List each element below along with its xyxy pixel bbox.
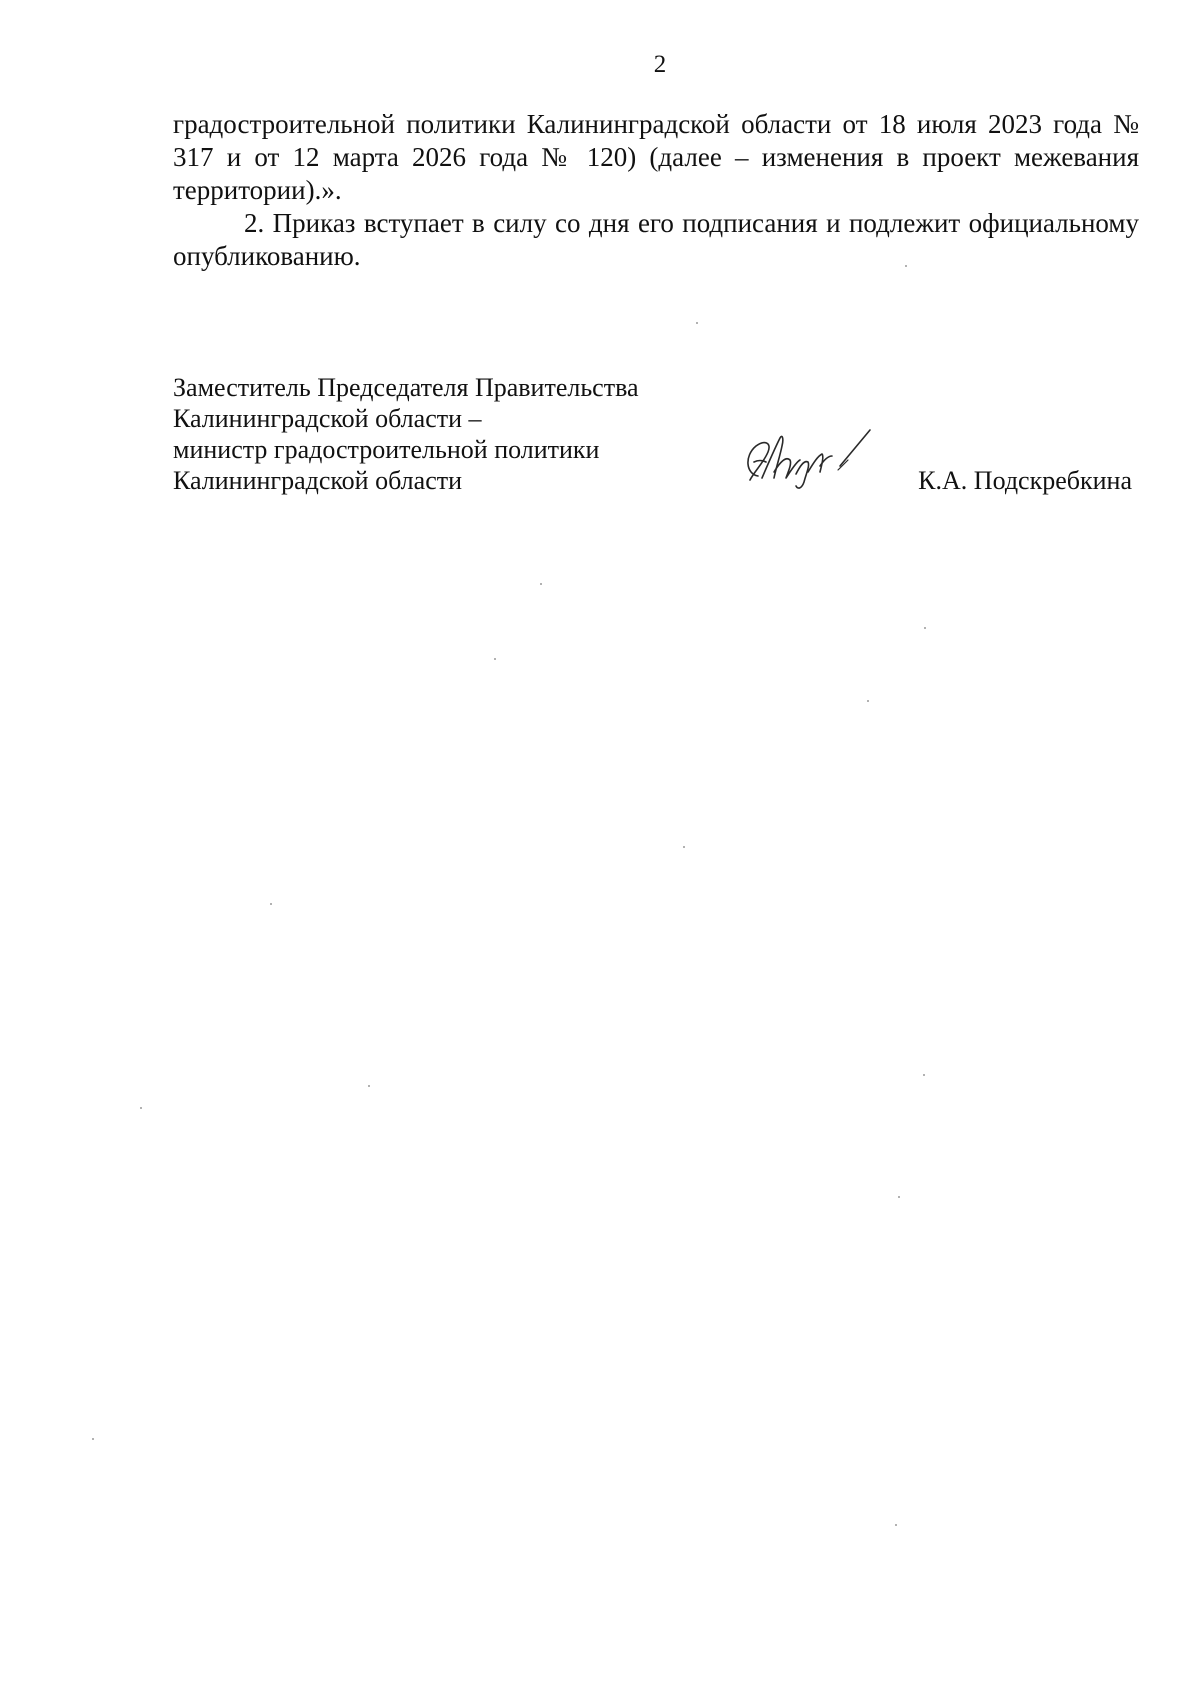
scan-speck xyxy=(905,265,907,267)
handwritten-signature-icon xyxy=(728,416,878,496)
scan-speck xyxy=(867,700,869,702)
scan-speck xyxy=(895,1524,897,1526)
scan-speck xyxy=(683,846,685,848)
scan-speck xyxy=(898,1196,900,1198)
scan-speck xyxy=(923,1074,925,1076)
paragraph-continuation: градостроительной политики Калининградской области от 18 июля 2023 года № 317 и от 12 марта 2026 года № 120) (далее – изменения в проект межевания территории).». xyxy=(173,109,1139,205)
scan-speck xyxy=(92,1438,94,1440)
page-number: 2 xyxy=(653,51,667,78)
scan-speck xyxy=(368,1085,370,1087)
signatory-title-line-2: Калининградской области – xyxy=(173,404,482,433)
scan-speck xyxy=(924,627,926,629)
scan-speck xyxy=(494,658,496,660)
signatory-title-line-3: министр градостроительной политики xyxy=(173,435,600,464)
scan-speck xyxy=(540,583,542,585)
paragraph-2: 2. Приказ вступает в силу со дня его подписания и подлежит официальному опубликованию. xyxy=(173,208,1139,271)
scan-speck xyxy=(696,322,698,324)
signatory-title-line-4: Калининградской области xyxy=(173,466,463,495)
scan-speck xyxy=(140,1107,142,1109)
signatory-name: К.А. Подскребкина xyxy=(918,466,1132,495)
scan-speck xyxy=(270,903,272,905)
signatory-title-line-1: Заместитель Председателя Правительства xyxy=(173,373,639,402)
signature-block xyxy=(173,372,1139,496)
document-body xyxy=(173,108,1139,273)
